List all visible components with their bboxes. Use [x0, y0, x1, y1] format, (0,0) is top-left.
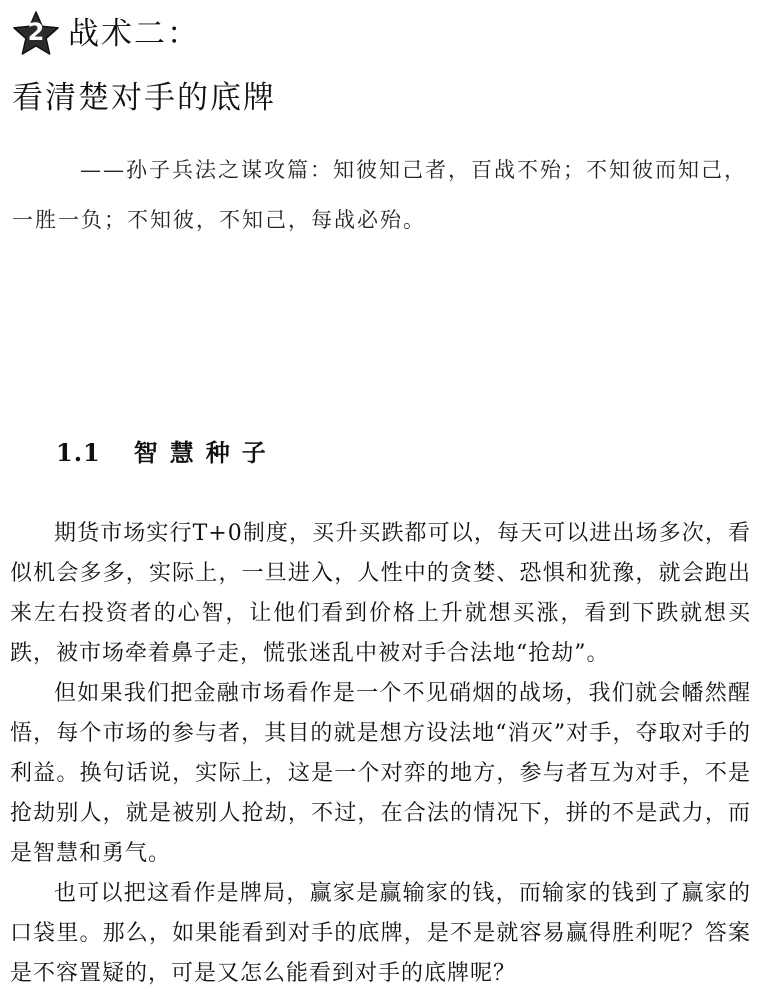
chapter-title: 看清楚对手的底牌 [12, 80, 276, 116]
section-number: 1.1 [56, 438, 101, 467]
body-text [10, 514, 751, 994]
section-title: 智慧种子 [133, 438, 278, 467]
chapter-star-badge [12, 10, 60, 58]
epigraph-quote: ——孙子兵法之谋攻篇：知彼知己者，百战不殆；不知彼而知己，一胜一负；不知彼，不知己，每战必殆。 [12, 158, 747, 232]
paragraph-2: 但如果我们把金融市场看作是一个不见硝烟的战场，我们就会幡然醒悟，每个市场的参与者，其目的就是想方设法地“消灭”对手，夺取对手的利益。换句话说，实际上，这是一个对弈的地方，参与者互为对手，不是抢劫别人，就是被别人抢劫，不过，在合法的情况下，拼的不是武力，而是智慧和勇气。 [10, 681, 751, 866]
chapter-header [12, 10, 748, 118]
chapter-line [12, 10, 748, 58]
section-heading [56, 433, 278, 473]
paragraph-3: 也可以把这看作是牌局，赢家是赢输家的钱，而输家的钱到了赢家的口袋里。那么，如果能看到对手的底牌，是不是就容易赢得胜利呢？答案是不容置疑的，可是又怎么能看到对手的底牌呢？ [10, 881, 751, 986]
chapter-number: 2 [27, 18, 45, 46]
paragraph-1: 期货市场实行T+0制度，买升买跌都可以，每天可以进出场多次，看似机会多多，实际上，一旦进入，人性中的贪婪、恐惧和犹豫，就会跑出来左右投资者的心智，让他们看到价格上升就想买涨，看到下跌就想买跌，被市场牵着鼻子走，慌张迷乱中被对手合法地“抢劫”。 [10, 521, 751, 666]
chapter-label: 战术二： [68, 16, 200, 52]
